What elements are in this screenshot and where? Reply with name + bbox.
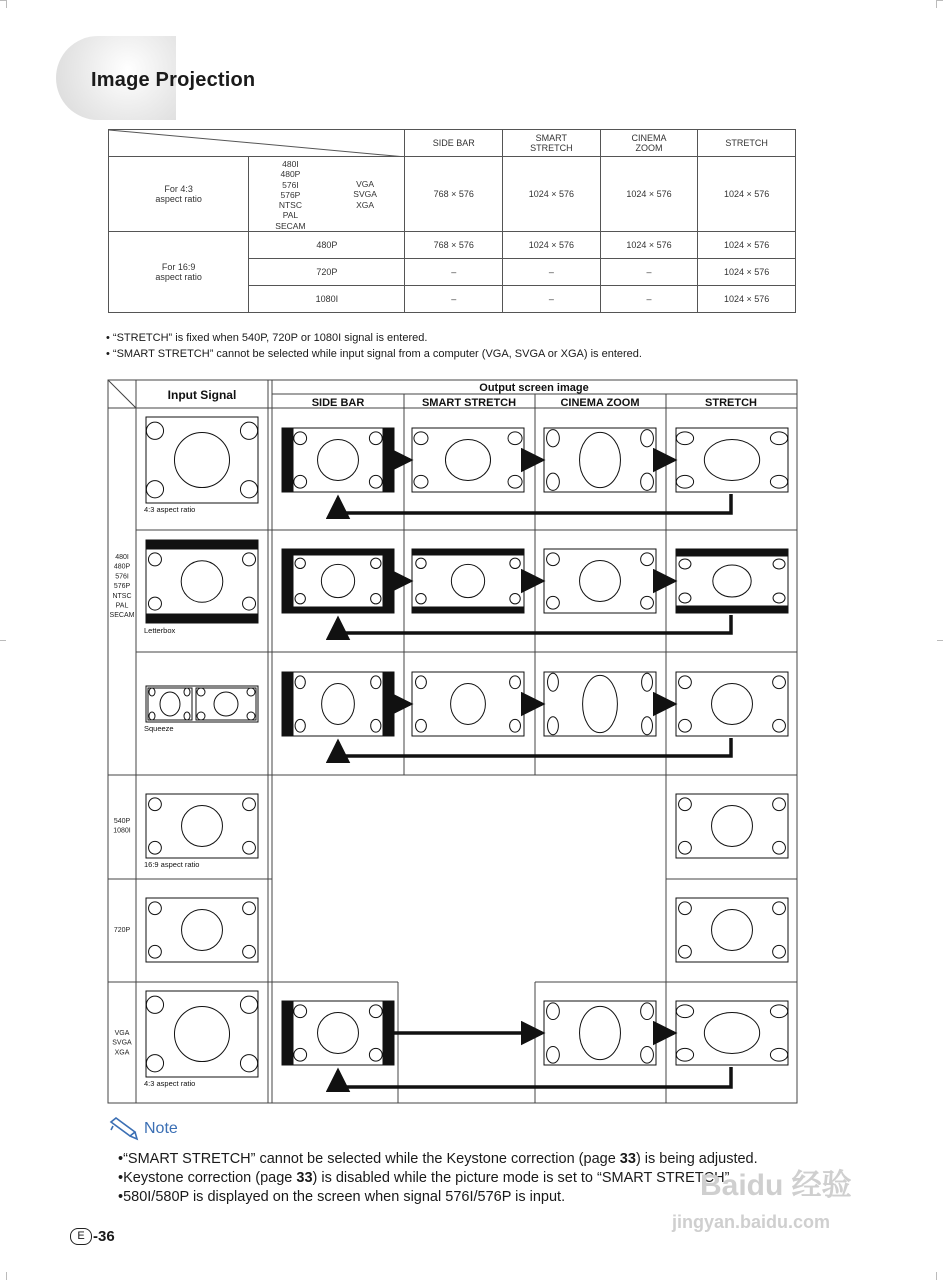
output-header: Output screen image [479,382,589,394]
cell: 1024 × 576 [503,157,601,232]
cell: 768 × 576 [405,157,503,232]
col-stretch: STRETCH [705,397,757,409]
input-169-thumb [146,794,258,858]
out-r6-cinema [544,1001,656,1065]
input-letterbox-thumb [146,540,258,623]
out-r2-sidebar [282,549,394,613]
col-side-bar: SIDE BAR [311,397,365,409]
group-label: 540P 1080I [113,818,131,835]
page-number: E -36 [70,1228,115,1245]
caption: 16:9 aspect ratio [144,860,200,869]
out-r5-stretch [676,898,788,962]
cell: 1024 × 576 [600,232,698,259]
out-r3-stretch [676,672,788,736]
note-heading: Note [108,1116,178,1142]
diagonal-line [109,130,406,157]
group-label: For 16:9 aspect ratio [109,232,249,313]
cell: 1024 × 576 [698,157,796,232]
col-header: STRETCH [698,130,796,157]
top-note: • “STRETCH” is fixed when 540P, 720P or 1080I signal is entered. [106,330,642,346]
out-r3-cinema [544,672,656,736]
input-vga-thumb [146,991,258,1077]
note-item: • “SMART STRETCH” cannot be selected while the Keystone correction (page 33) is being adjusted. [118,1150,758,1169]
cell: 768 × 576 [405,232,503,259]
input-squeeze-thumb [146,686,258,722]
group-label: 720P [113,927,131,934]
cell: 1024 × 576 [600,157,698,232]
out-r1-smart [412,428,524,492]
resolution-table [108,129,796,313]
caption: Squeeze [144,724,174,733]
col-header: CINEMA ZOOM [600,130,698,157]
top-note: • “SMART STRETCH” cannot be selected while input signal from a computer (VGA, SVGA or XGA) is entered. [106,346,642,362]
group-label: VGA SVGA XGA [112,1030,132,1057]
diagonal-header-cell [109,130,405,157]
note-pencil-icon [108,1116,142,1142]
caption: Letterbox [144,626,176,635]
out-r2-cinema [544,549,656,613]
out-r6-sidebar [282,1001,394,1065]
cell: – [600,286,698,313]
caption: 4:3 aspect ratio [144,505,196,514]
out-r1-cinema [544,428,656,492]
arrow-return-r3 [338,738,731,756]
arrow-return-r1 [338,494,731,513]
col-header: SIDE BAR [405,130,503,157]
out-r4-stretch [676,794,788,858]
note-list [118,1150,758,1207]
cell: 1024 × 576 [698,286,796,313]
signal: 1080I [249,286,405,313]
diagram-grid [108,380,797,1103]
group-label: 480I 480P 576I 576P NTSC PAL SECAM [109,554,135,620]
out-r2-stretch [676,549,788,613]
cell: 1024 × 576 [698,232,796,259]
out-r1-sidebar [282,428,394,492]
top-notes [106,330,642,362]
input-43-thumb [146,417,258,503]
arrow-return-r6 [338,1067,731,1087]
signal: 720P [249,259,405,286]
cell: – [405,259,503,286]
col-smart-stretch: SMART STRETCH [421,397,517,409]
out-r3-smart [412,672,524,736]
note-item: • 580I/580P is displayed on the screen when signal 576I/576P is input. [118,1188,758,1207]
cell: 1024 × 576 [698,259,796,286]
arrow-return-r2 [338,615,731,633]
group-label: For 4:3 aspect ratio [109,157,249,232]
signal: 480P [249,232,405,259]
note-item: • Keystone correction (page 33) is disabled while the picture mode is set to “SMART STRETCH”. [118,1169,758,1188]
signal-list: 480I 480P 576I 576P NTSC PAL SECAM VGA SVGA XGA [249,157,405,232]
watermark-url: jingyan.baidu.com [672,1212,831,1232]
cell: 1024 × 576 [503,232,601,259]
page-title: Image Projection [91,69,256,91]
out-r2-smart [412,549,524,613]
col-cinema-zoom: CINEMA ZOOM [560,397,640,409]
out-r1-stretch [676,428,788,492]
cell: – [405,286,503,313]
cell: – [503,286,601,313]
watermark: Baidu 经验 [700,1169,852,1202]
cell: – [600,259,698,286]
cell: – [503,259,601,286]
out-r3-sidebar [282,672,394,736]
out-r6-stretch [676,1001,788,1065]
input-720-thumb [146,898,258,962]
input-signal-header: Input Signal [167,388,237,402]
col-header: SMART STRETCH [503,130,601,157]
caption: 4:3 aspect ratio [144,1079,196,1088]
